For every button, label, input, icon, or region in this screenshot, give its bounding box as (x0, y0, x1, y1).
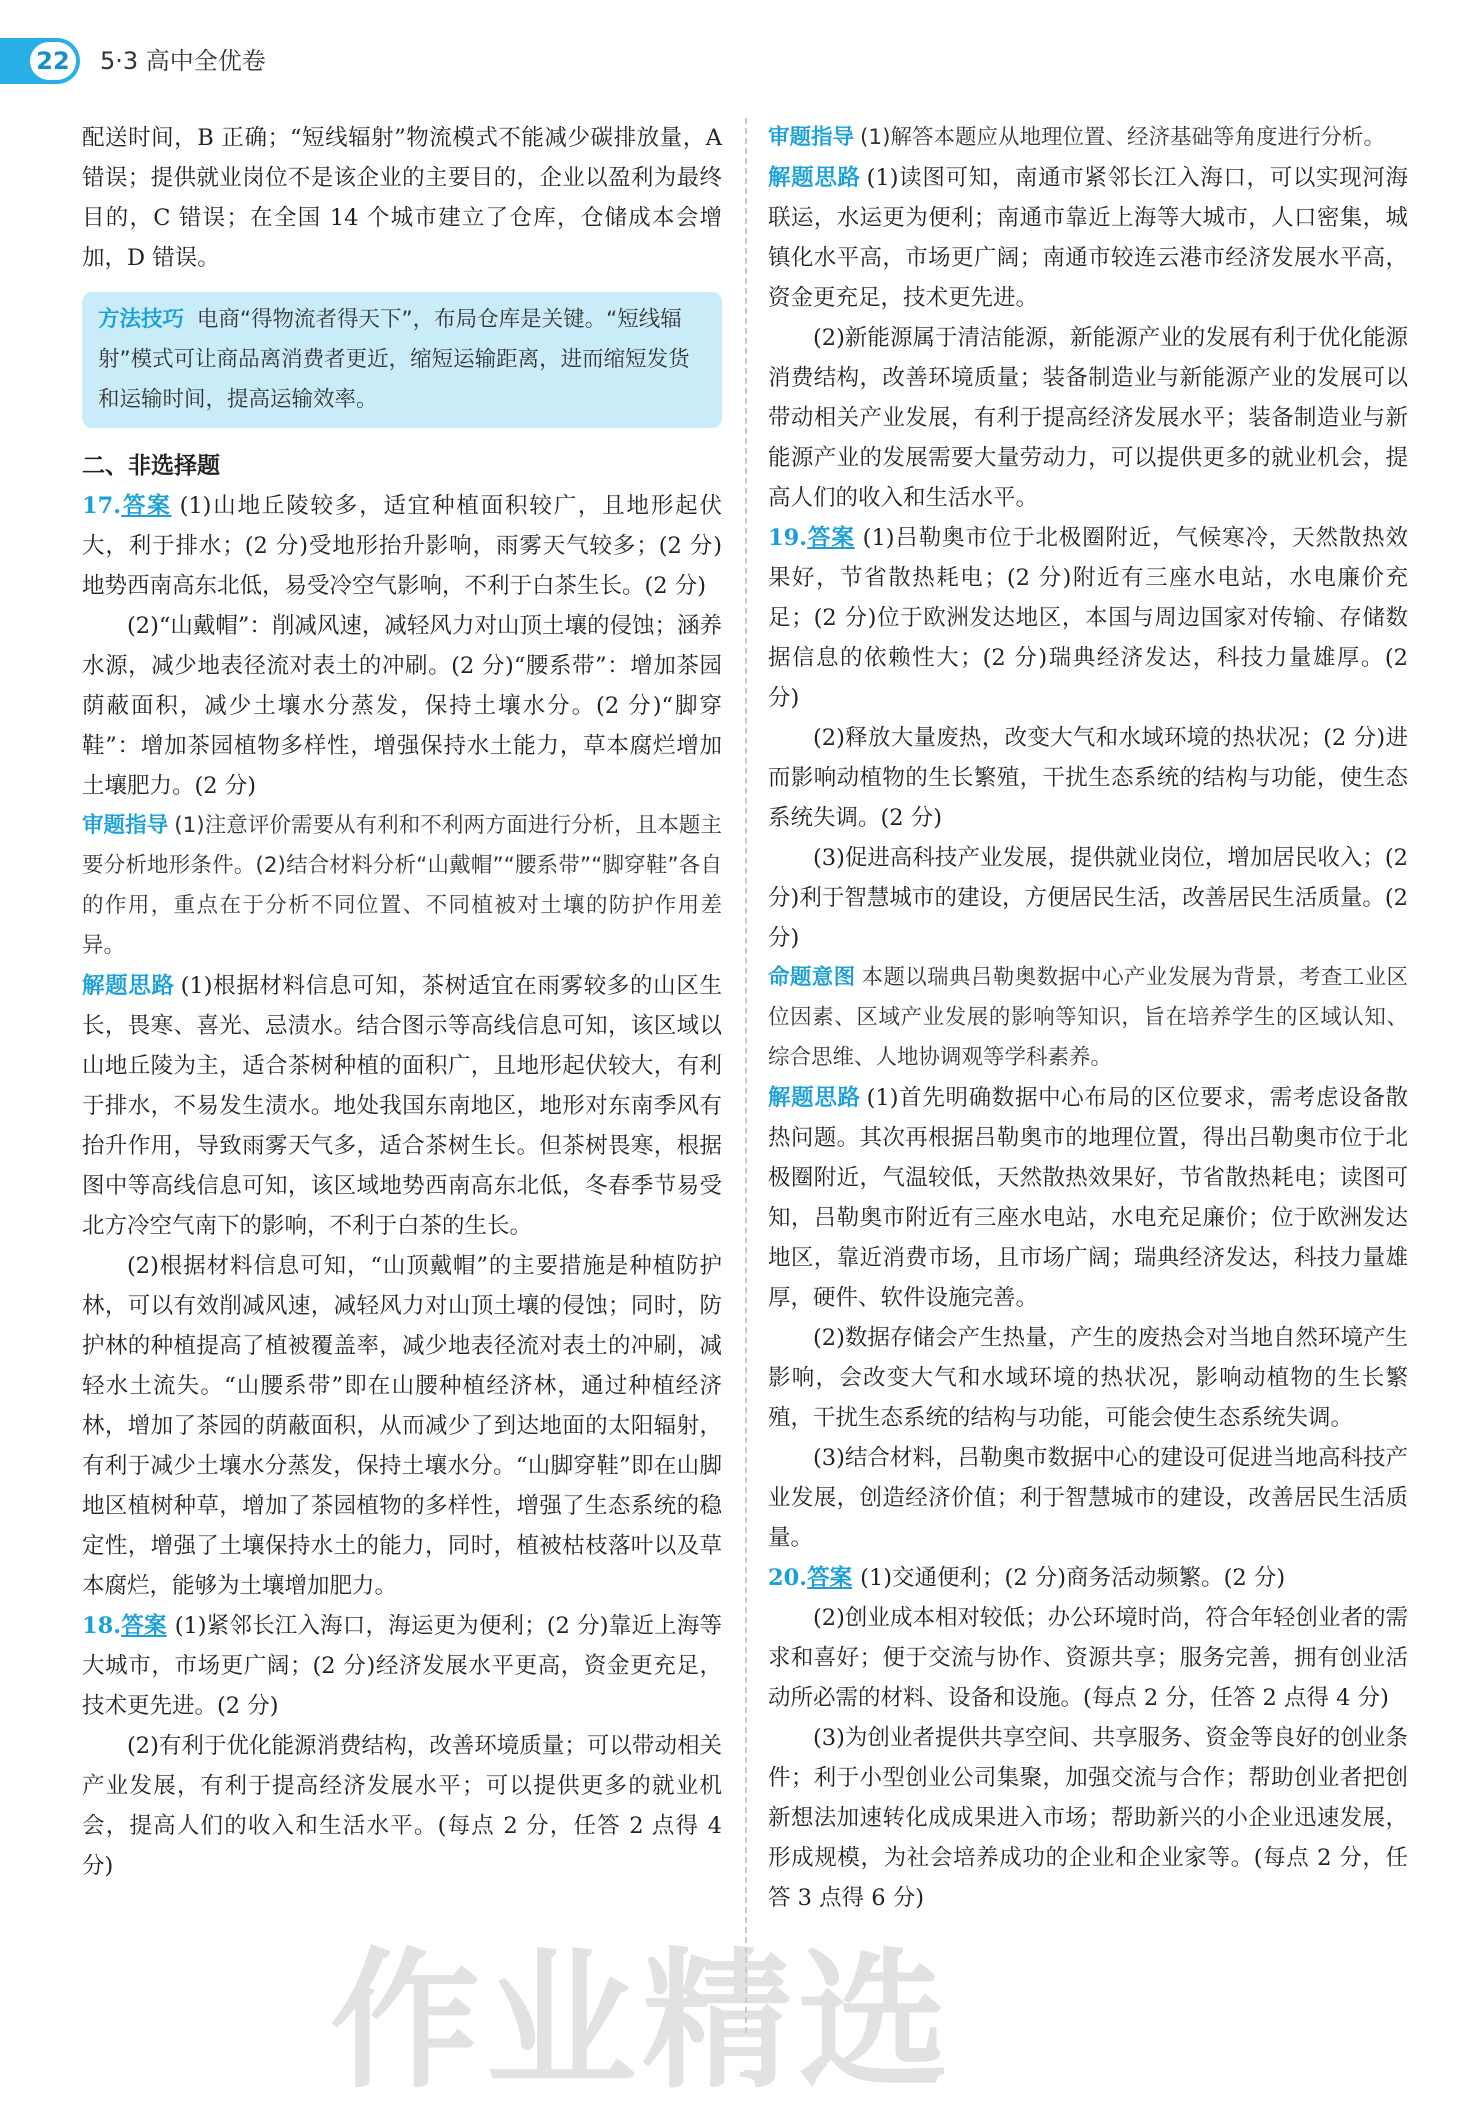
q17-answer-1-text: (1)山地丘陵较多，适宜种植面积较广，且地形起伏大，利于排水；(2 分)受地形抬升影响，雨雾天气较多；(2 分)地势西南高东北低，易受冷空气影响，不利于白茶生长。(2 分) (82, 493, 722, 599)
q17-answer-2: (2)“山戴帽”：削减风速，减轻风力对山顶土壤的侵蚀；涵养水源，减少地表径流对表土的冲刷。(2 分)“腰系带”：增加茶园荫蔽面积，减少土壤水分蒸发，保持土壤水分。(2 分)“脚穿鞋”：增加茶园植物多样性，增强保持水土能力，草本腐烂增加土壤肥力。(2 分) (82, 613, 722, 799)
q20-answer-1-text: (1)交通便利；(2 分)商务活动频繁。(2 分) (860, 1565, 1286, 1591)
method-tip-text: 电商“得物流者得天下”，布局仓库是关键。“短线辐射”模式可让商品离消费者更近，缩短运输距离，进而缩短发货和运输时间，提高运输效率。 (98, 307, 690, 412)
q19-answer-1 (768, 518, 1408, 718)
q20-answer-3: (3)为创业者提供共享空间、共享服务、资金等良好的创业条件；利于小型创业公司集聚，加强交流与合作；帮助创业者把创新想法加速转化成成果进入市场；帮助新兴的小企业迅速发展，形成规模，为社会培养成功的企业和企业家等。(每点 2 分，任答 3 点得 6 分) (768, 1725, 1408, 1911)
q17-guide-label: 审题指导 (82, 813, 169, 838)
q20-number: 20. (768, 1565, 808, 1591)
q19-number: 19. (768, 525, 808, 551)
book-series-title: 5·3 高中全优卷 (100, 47, 266, 75)
q17-answer-label: 答案 (121, 493, 172, 519)
page-header (0, 38, 600, 84)
q19-answer-label: 答案 (807, 525, 855, 551)
q17-answer-1 (82, 486, 722, 606)
q18-idea-label: 解题思路 (768, 165, 861, 191)
q19-idea-1-text: (1)首先明确数据中心布局的区位要求，需考虑设备散热问题。其次再根据吕勒奥市的地理位置，得出吕勒奥市位于北极圈附近，气温较低，天然散热效果好，节省散热耗电；读图可知，吕勒奥市附近有三座水电站，水电充足廉价；位于欧洲发达地区，靠近消费市场，且市场广阔；瑞典经济发达，科技力量雄厚，硬件、软件设施完善。 (768, 1085, 1408, 1311)
q18-answer-1 (82, 1606, 722, 1726)
method-tip-label: 方法技巧 (98, 307, 185, 332)
q18-answer-2: (2)有利于优化能源消费结构，改善环境质量；可以带动相关产业发展，有利于提高经济发展水平；可以提供更多的就业机会，提高人们的收入和生活水平。(每点 2 分，任答 2 点得 4 分) (82, 1733, 722, 1879)
q18-number: 18. (82, 1613, 122, 1639)
q17-guide-text: (1)注意评价需要从有利和不利两方面进行分析，且本题主要分析地形条件。(2)结合材料分析“山戴帽”“腰系带”“脚穿鞋”各自的作用，重点在于分析不同位置、不同植被对土壤的防护作用差异。 (82, 813, 722, 958)
q17-idea-1 (82, 966, 722, 1246)
q17-idea-1-text: (1)根据材料信息可知，茶树适宜在雨雾较多的山区生长，畏寒、喜光、忌渍水。结合图示等高线信息可知，该区域以山地丘陵为主，适合茶树种植的面积广，且地形起伏较大，有利于排水，不易发生渍水。地处我国东南地区，地形对东南季风有抬升作用，导致雨雾天气多，适合茶树生长。但茶树畏寒，根据图中等高线信息可知，该区域地势西南高东北低，冬春季节易受北方冷空气南下的影响，不利于白茶的生长。 (82, 973, 722, 1239)
q17-idea-label: 解题思路 (82, 973, 175, 999)
q18-guide-label: 审题指导 (768, 125, 855, 150)
q17-guide (82, 806, 722, 966)
right-column (768, 118, 1408, 1918)
q19-answer-3: (3)促进高科技产业发展，提供就业岗位，增加居民收入；(2 分)利于智慧城市的建设，方便居民生活，改善居民生活质量。(2 分) (768, 845, 1408, 951)
q19-intent (768, 958, 1408, 1078)
q18-idea-2: (2)新能源属于清洁能源，新能源产业的发展有利于优化能源消费结构，改善环境质量；装备制造业与新能源产业的发展可以带动相关产业发展，有利于提高经济发展水平；装备制造业与新能源产业的发展需要大量劳动力，可以提供更多的就业机会，提高人们的收入和生活水平。 (768, 325, 1408, 511)
q19-intent-text: 本题以瑞典吕勒奥数据中心产业发展为背景，考查工业区位因素、区域产业发展的影响等知识，旨在培养学生的区域认知、综合思维、人地协调观等学科素养。 (768, 965, 1408, 1070)
watermark: 作业精选 (330, 1935, 955, 2109)
q19-idea-label: 解题思路 (768, 1085, 861, 1111)
q18-answer-label: 答案 (121, 1613, 167, 1639)
q19-intent-label: 命题意图 (768, 965, 856, 990)
q20-answer-label: 答案 (807, 1565, 853, 1591)
q18-answer-1-text: (1)紧邻长江入海口，海运更为便利；(2 分)靠近上海等大城市，市场更广阔；(2 分)经济发展水平更高，资金更充足，技术更先进。(2 分) (82, 1613, 722, 1719)
q16-explanation-tail: 配送时间，B 正确；“短线辐射”物流模式不能减少碳排放量，A 错误；提供就业岗位不是该企业的主要目的，企业以盈利为最终目的，C 错误；在全国 14 个城市建立了仓库，仓储成本会增加，D 错误。 (82, 125, 722, 271)
method-tip-box (82, 292, 722, 428)
q19-answer-2: (2)释放大量废热，改变大气和水域环境的热状况；(2 分)进而影响动植物的生长繁殖，干扰生态系统的结构与功能，使生态系统失调。(2 分) (768, 725, 1408, 831)
page-number-badge (0, 38, 80, 84)
q20-answer-1 (768, 1558, 1408, 1598)
left-column (82, 118, 722, 1886)
q18-idea-1 (768, 158, 1408, 318)
q18-guide-text: (1)解答本题应从地理位置、经济基础等角度进行分析。 (860, 125, 1385, 150)
column-divider (745, 118, 747, 2033)
q19-answer-1-text: (1)吕勒奥市位于北极圈附近，气候寒冷，天然散热效果好，节省散热耗电；(2 分)附近有三座水电站，水电廉价充足；(2 分)位于欧洲发达地区，本国与周边国家对传输、存储数据信息的依赖性大；(2 分)瑞典经济发达，科技力量雄厚。(2 分) (768, 525, 1408, 711)
q17-idea-2: (2)根据材料信息可知，“山顶戴帽”的主要措施是种植防护林，可以有效削减风速，减轻风力对山顶土壤的侵蚀；同时，防护林的种植提高了植被覆盖率，减少地表径流对表土的冲刷，减轻水土流失。“山腰系带”即在山腰种植经济林，通过种植经济林，增加了茶园的荫蔽面积，从而减少了到达地面的太阳辐射，有利于减少土壤水分蒸发，保持土壤水分。“山脚穿鞋”即在山脚地区植树种草，增加了茶园植物的多样性，增强了生态系统的稳定性，增强了土壤保持水土的能力，同时，植被枯枝落叶以及草本腐烂，能够为土壤增加肥力。 (82, 1253, 722, 1599)
page-number: 22 (30, 42, 76, 80)
q18-guide (768, 118, 1408, 158)
q19-idea-2: (2)数据存储会产生热量，产生的废热会对当地自然环境产生影响，会改变大气和水域环境的热状况，影响动植物的生长繁殖，干扰生态系统的结构与功能，可能会使生态系统失调。 (768, 1325, 1408, 1431)
q20-answer-2: (2)创业成本相对较低；办公环境时尚，符合年轻创业者的需求和喜好；便于交流与协作、资源共享；服务完善，拥有创业活动所必需的材料、设备和设施。(每点 2 分，任答 2 点得 4 分) (768, 1605, 1408, 1711)
q19-idea-3: (3)结合材料，吕勒奥市数据中心的建设可促进当地高科技产业发展，创造经济价值；利于智慧城市的建设，改善居民生活质量。 (768, 1445, 1408, 1551)
q18-idea-1-text: (1)读图可知，南通市紧邻长江入海口，可以实现河海联运，水运更为便利；南通市靠近上海等大城市，人口密集，城镇化水平高，市场更广阔；南通市较连云港市经济发展水平高，资金更充足，技术更先进。 (768, 165, 1408, 311)
q17-number: 17. (82, 493, 122, 519)
q19-idea-1 (768, 1078, 1408, 1318)
section-heading-non-choice: 二、非选择题 (82, 453, 220, 479)
